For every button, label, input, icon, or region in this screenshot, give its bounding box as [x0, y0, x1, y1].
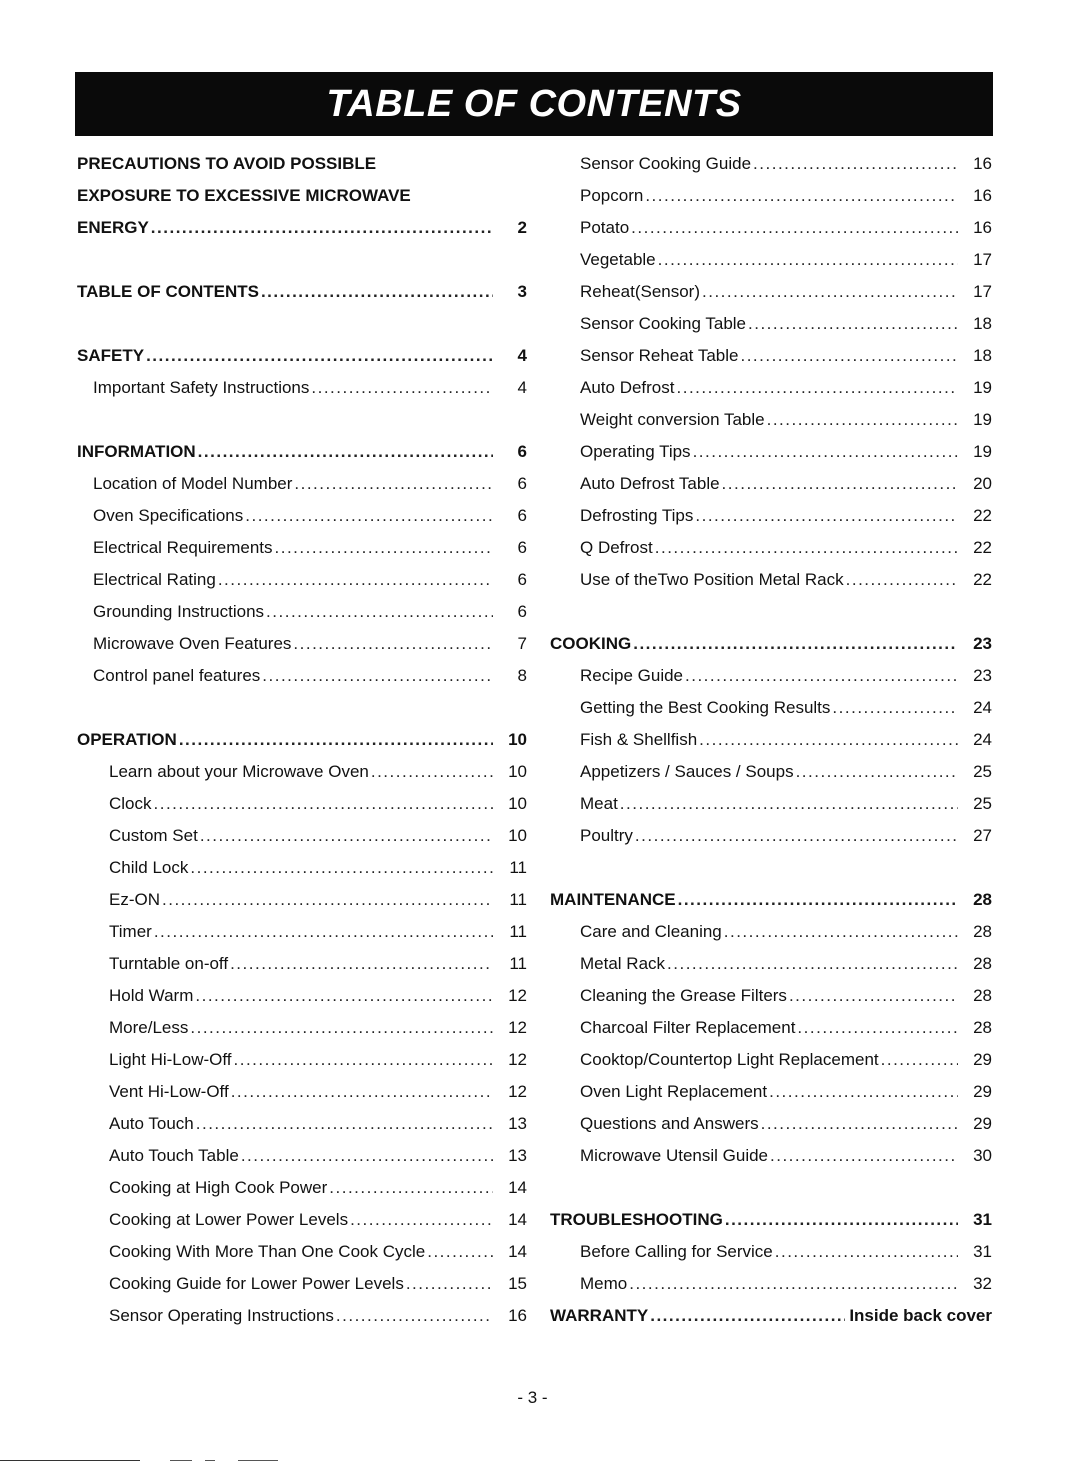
bottom-rule [0, 1460, 140, 1461]
toc-page-number: 28 [973, 954, 992, 973]
toc-entry[interactable] [77, 788, 527, 820]
toc-entry-title: Hold Warm [109, 986, 194, 1005]
toc-entry-title: Cooktop/Countertop Light Replacement [580, 1050, 879, 1069]
toc-leader-dots [620, 788, 958, 820]
toc-page-number: 14 [508, 1178, 527, 1197]
toc-leader-dots [725, 1204, 958, 1236]
toc-entry[interactable] [77, 628, 527, 660]
toc-page-number: 14 [508, 1210, 527, 1229]
toc-entry-title: Vent Hi-Low-Off [109, 1082, 229, 1101]
toc-entry-title: Cooking With More Than One Cook Cycle [109, 1242, 426, 1261]
toc-entry[interactable] [550, 1012, 992, 1044]
toc-entry-title: Weight conversion Table [580, 410, 765, 429]
toc-page-number: 14 [508, 1242, 527, 1261]
toc-leader-dots [753, 148, 958, 180]
toc-page-number: 10 [508, 826, 527, 845]
toc-page-number: 19 [973, 378, 992, 397]
toc-page-number: 6 [517, 570, 527, 589]
toc-entry-title: Defrosting Tips [580, 506, 694, 525]
toc-entry-title: Microwave Oven Features [93, 634, 292, 653]
toc-entry[interactable] [550, 1076, 992, 1108]
toc-entry[interactable] [550, 820, 992, 852]
toc-entry[interactable] [77, 1012, 527, 1044]
toc-section-heading[interactable] [77, 436, 527, 468]
toc-entry[interactable] [77, 532, 527, 564]
toc-leader-dots [350, 1204, 493, 1236]
toc-entry-title: EXPOSURE TO EXCESSIVE MICROWAVE [77, 186, 411, 205]
page-title: TABLE OF CONTENTS [75, 72, 993, 136]
toc-entry-title: Light Hi-Low-Off [109, 1050, 232, 1069]
toc-entry[interactable] [77, 1204, 527, 1236]
toc-page-number: 29 [973, 1114, 992, 1133]
toc-page-number: 7 [517, 634, 527, 653]
toc-entry-title: Auto Touch Table [109, 1146, 239, 1165]
toc-leader-dots [311, 372, 493, 404]
toc-section-heading[interactable] [77, 180, 527, 212]
toc-entry-title: Use of theTwo Position Metal Rack [580, 570, 844, 589]
toc-entry[interactable] [550, 404, 992, 436]
toc-leader-dots [702, 276, 958, 308]
toc-page-number: 11 [509, 922, 527, 941]
toc-entry[interactable] [550, 532, 992, 564]
toc-entry-title: PRECAUTIONS TO AVOID POSSIBLE [77, 154, 377, 173]
toc-page-number: 25 [973, 762, 992, 781]
toc-leader-dots [797, 1012, 958, 1044]
toc-page-number: 29 [973, 1082, 992, 1101]
toc-entry[interactable] [77, 756, 527, 788]
toc-entry-title: Cooking at High Cook Power [109, 1178, 328, 1197]
toc-page-number: 18 [973, 346, 992, 365]
toc-entry[interactable] [77, 948, 527, 980]
toc-page-number: 10 [508, 762, 527, 781]
toc-entry[interactable] [550, 1108, 992, 1140]
toc-page-number: 11 [509, 954, 527, 973]
toc-page-number: 27 [973, 826, 992, 845]
toc-entry[interactable] [77, 468, 527, 500]
toc-leader-dots [724, 916, 958, 948]
toc-leader-dots [241, 1140, 493, 1172]
toc-leader-dots [371, 756, 493, 788]
toc-entry-title: Vegetable [580, 250, 656, 269]
toc-entry-title: Meat [580, 794, 618, 813]
toc-page-number: 15 [508, 1274, 527, 1293]
toc-page-number: 22 [973, 538, 992, 557]
toc-entry-title: Sensor Cooking Table [580, 314, 747, 333]
toc-entry-title: Custom Set [109, 826, 198, 845]
toc-entry[interactable] [550, 372, 992, 404]
toc-entry-title: Care and Cleaning [580, 922, 722, 941]
toc-leader-dots [775, 1236, 958, 1268]
toc-entry-title: Q Defrost [580, 538, 653, 557]
toc-entry-title: Cooking at Lower Power Levels [109, 1210, 349, 1229]
toc-leader-dots [748, 308, 958, 340]
toc-leader-dots [631, 212, 958, 244]
toc-entry-title: Fish & Shellfish [580, 730, 698, 749]
toc-page-number: 12 [508, 986, 527, 1005]
toc-leader-dots [769, 1076, 958, 1108]
toc-leader-dots [667, 948, 958, 980]
toc-leader-dots [722, 468, 958, 500]
toc-page-number: 29 [973, 1050, 992, 1069]
toc-leader-dots [179, 724, 493, 756]
toc-leader-dots [761, 1108, 958, 1140]
toc-page-number: Inside back cover [849, 1306, 992, 1325]
toc-leader-dots [633, 628, 958, 660]
toc-entry[interactable] [77, 1108, 527, 1140]
toc-entry[interactable] [77, 1172, 527, 1204]
toc-leader-dots [677, 372, 959, 404]
toc-leader-dots [196, 1108, 493, 1140]
toc-entry-title: Auto Defrost [580, 378, 675, 397]
toc-section-heading[interactable] [77, 148, 527, 180]
toc-entry-title: Potato [580, 218, 630, 237]
toc-page-number: 4 [517, 346, 527, 365]
toc-leader-dots [406, 1268, 493, 1300]
toc-page-number: 16 [973, 154, 992, 173]
toc-page-number: 3 [517, 282, 527, 301]
toc-section-heading[interactable] [550, 628, 992, 660]
toc-page-number: 23 [973, 666, 992, 685]
toc-entry-title: Sensor Operating Instructions [109, 1306, 334, 1325]
toc-leader-dots [294, 468, 493, 500]
toc-section-heading[interactable] [77, 212, 527, 244]
toc-leader-dots [655, 532, 958, 564]
toc-page-number: 10 [508, 730, 527, 749]
toc-page-number: 4 [517, 378, 527, 397]
toc-leader-dots [195, 980, 493, 1012]
toc-entry[interactable] [550, 276, 992, 308]
toc-entry[interactable] [550, 980, 992, 1012]
toc-entry[interactable] [77, 1044, 527, 1076]
toc-entry-title: Metal Rack [580, 954, 666, 973]
toc-entry[interactable] [77, 852, 527, 884]
toc-page-number: 22 [973, 570, 992, 589]
toc-entry-title: Auto Touch [109, 1114, 194, 1133]
toc-entry-title: WARRANTY [550, 1306, 649, 1325]
toc-leader-dots [162, 884, 493, 916]
toc-leader-dots [200, 820, 493, 852]
toc-leader-dots [154, 788, 493, 820]
toc-leader-dots [740, 340, 958, 372]
toc-page-number: 12 [508, 1082, 527, 1101]
toc-entry-title: Charcoal Filter Replacement [580, 1018, 796, 1037]
toc-entry-title: Important Safety Instructions [93, 378, 310, 397]
toc-leader-dots [658, 244, 958, 276]
toc-entry[interactable] [550, 148, 992, 180]
toc-entry[interactable] [77, 372, 527, 404]
toc-entry-title: Sensor Reheat Table [580, 346, 739, 365]
toc-leader-dots [234, 1044, 493, 1076]
toc-page-number: 16 [508, 1306, 527, 1325]
toc-entry[interactable] [77, 916, 527, 948]
toc-entry-title: Electrical Rating [93, 570, 216, 589]
toc-page-number: 31 [973, 1210, 992, 1229]
toc-entry-title: Getting the Best Cooking Results [580, 698, 831, 717]
toc-section-heading[interactable] [550, 884, 992, 916]
toc-leader-dots [262, 660, 493, 692]
toc-entry-title: Questions and Answers [580, 1114, 759, 1133]
toc-page-number: 19 [973, 410, 992, 429]
toc-entry[interactable] [77, 500, 527, 532]
bottom-mark [205, 1460, 215, 1461]
toc-entry[interactable] [550, 244, 992, 276]
toc-entry-title: Microwave Utensil Guide [580, 1146, 769, 1165]
toc-leader-dots [635, 820, 958, 852]
toc-right-column [550, 148, 992, 1332]
toc-entry-title: Oven Light Replacement [580, 1082, 768, 1101]
toc-entry[interactable] [550, 468, 992, 500]
toc-page-number: 2 [517, 218, 527, 237]
toc-leader-dots [190, 1012, 493, 1044]
toc-leader-dots [336, 1300, 493, 1332]
toc-entry[interactable] [77, 1236, 527, 1268]
toc-entry-title: Popcorn [580, 186, 644, 205]
toc-leader-dots [685, 660, 958, 692]
toc-entry-title: Operating Tips [580, 442, 691, 461]
toc-page-number: 17 [973, 250, 992, 269]
toc-entry[interactable] [550, 692, 992, 724]
toc-leader-dots [789, 980, 958, 1012]
toc-leader-dots [678, 884, 958, 916]
toc-page-number: 6 [517, 506, 527, 525]
toc-page-number: 30 [973, 1146, 992, 1165]
toc-entry-title: Learn about your Microwave Oven [109, 762, 369, 781]
toc-leader-dots [266, 596, 493, 628]
toc-leader-dots [796, 756, 958, 788]
bottom-mark [170, 1460, 192, 1461]
toc-entry[interactable] [77, 1268, 527, 1300]
toc-leader-dots [881, 1044, 958, 1076]
toc-page-number: 28 [973, 986, 992, 1005]
toc-entry-title: INFORMATION [77, 442, 196, 461]
toc-leader-dots [198, 436, 493, 468]
toc-leader-dots [275, 532, 493, 564]
toc-leader-dots [693, 436, 958, 468]
toc-entry-title: Ez-ON [109, 890, 160, 909]
toc-spacer [550, 1172, 992, 1204]
toc-entry[interactable] [550, 1268, 992, 1300]
toc-leader-dots [699, 724, 958, 756]
toc-page-number: 17 [973, 282, 992, 301]
toc-entry[interactable] [77, 596, 527, 628]
toc-leader-dots [230, 948, 493, 980]
toc-spacer [77, 244, 527, 276]
toc-page-number: 6 [517, 538, 527, 557]
toc-entry-title: Appetizers / Sauces / Soups [580, 762, 794, 781]
toc-leader-dots [146, 340, 493, 372]
toc-entry[interactable] [550, 1044, 992, 1076]
toc-entry-title: SAFETY [77, 346, 145, 365]
toc-page-number: 6 [517, 474, 527, 493]
toc-entry[interactable] [550, 916, 992, 948]
toc-page-number: 31 [973, 1242, 992, 1261]
toc-page-number: 25 [973, 794, 992, 813]
toc-page-number: 6 [517, 602, 527, 621]
toc-entry-title: ENERGY [77, 218, 149, 237]
toc-entry-title: Location of Model Number [93, 474, 293, 493]
toc-entry[interactable] [550, 500, 992, 532]
toc-entry[interactable] [550, 180, 992, 212]
toc-entry-title: Grounding Instructions [93, 602, 265, 621]
toc-leader-dots [832, 692, 958, 724]
toc-page-number: 16 [973, 218, 992, 237]
toc-entry-title: MAINTENANCE [550, 890, 676, 909]
toc-page-number: 28 [973, 890, 992, 909]
toc-entry[interactable] [77, 980, 527, 1012]
toc-page-number: 20 [973, 474, 992, 493]
toc-entry[interactable] [77, 820, 527, 852]
toc-spacer [77, 404, 527, 436]
toc-entry[interactable] [550, 340, 992, 372]
toc-section-heading[interactable] [550, 1300, 992, 1332]
toc-page-number: 22 [973, 506, 992, 525]
toc-entry-title: Child Lock [109, 858, 189, 877]
toc-entry-title: Clock [109, 794, 152, 813]
toc-entry[interactable] [550, 788, 992, 820]
toc-page-number: 23 [973, 634, 992, 653]
toc-page-number: 8 [517, 666, 527, 685]
toc-entry[interactable] [77, 660, 527, 692]
toc-page-number: 11 [509, 858, 527, 877]
toc-leader-dots [154, 916, 493, 948]
toc-section-heading[interactable] [77, 276, 527, 308]
toc-spacer [77, 692, 527, 724]
toc-entry-title: Sensor Cooking Guide [580, 154, 752, 173]
toc-entry[interactable] [77, 884, 527, 916]
bottom-mark [238, 1460, 278, 1461]
toc-page-number: 24 [973, 698, 992, 717]
toc-leader-dots [770, 1140, 958, 1172]
toc-leader-dots [846, 564, 958, 596]
toc-entry[interactable] [550, 660, 992, 692]
toc-page-number: 10 [508, 794, 527, 813]
toc-entry[interactable] [550, 756, 992, 788]
toc-entry[interactable] [77, 564, 527, 596]
toc-entry-title: Oven Specifications [93, 506, 244, 525]
toc-entry-title: Reheat(Sensor) [580, 282, 701, 301]
toc-entry-title: TROUBLESHOOTING [550, 1210, 723, 1229]
toc-entry-title: Cooking Guide for Lower Power Levels [109, 1274, 404, 1293]
toc-entry[interactable] [550, 308, 992, 340]
toc-entry-title: Timer [109, 922, 152, 941]
toc-leader-dots [695, 500, 958, 532]
toc-entry-title: Electrical Requirements [93, 538, 273, 557]
toc-leader-dots [190, 852, 493, 884]
toc-leader-dots [151, 212, 493, 244]
toc-entry-title: OPERATION [77, 730, 177, 749]
toc-leader-dots [218, 564, 493, 596]
toc-page-number: 12 [508, 1018, 527, 1037]
toc-leader-dots [329, 1172, 493, 1204]
toc-entry[interactable] [550, 1140, 992, 1172]
toc-leader-dots [427, 1236, 493, 1268]
toc-entry-title: Auto Defrost Table [580, 474, 720, 493]
toc-page-number: 13 [508, 1114, 527, 1133]
toc-section-heading[interactable] [77, 340, 527, 372]
toc-entry-title: Turntable on-off [109, 954, 229, 973]
toc-leader-dots [293, 628, 493, 660]
toc-page-number: 13 [508, 1146, 527, 1165]
toc-page-number: 24 [973, 730, 992, 749]
toc-spacer [550, 596, 992, 628]
toc-page-number: 11 [509, 890, 527, 909]
toc-section-heading[interactable] [77, 724, 527, 756]
toc-leader-dots [245, 500, 493, 532]
toc-entry[interactable] [77, 1076, 527, 1108]
toc-section-heading[interactable] [550, 1204, 992, 1236]
toc-entry-title: COOKING [550, 634, 632, 653]
toc-page-number: 32 [973, 1274, 992, 1293]
toc-entry[interactable] [550, 724, 992, 756]
toc-left-column [77, 148, 527, 1332]
toc-entry[interactable] [550, 436, 992, 468]
toc-entry-title: Poultry [580, 826, 633, 845]
toc-entry[interactable] [550, 564, 992, 596]
toc-entry-title: Recipe Guide [580, 666, 684, 685]
toc-entry[interactable] [550, 212, 992, 244]
toc-leader-dots [231, 1076, 493, 1108]
toc-entry-title: Control panel features [93, 666, 261, 685]
toc-entry-title: TABLE OF CONTENTS [77, 282, 259, 301]
toc-page-number: 18 [973, 314, 992, 333]
toc-spacer [77, 308, 527, 340]
toc-leader-dots [767, 404, 958, 436]
toc-entry-title: More/Less [109, 1018, 189, 1037]
toc-page-number: 16 [973, 186, 992, 205]
toc-page-number: 6 [517, 442, 527, 461]
toc-entry[interactable] [77, 1300, 527, 1332]
toc-leader-dots [261, 276, 493, 308]
toc-leader-dots [645, 180, 958, 212]
toc-entry-title: Memo [580, 1274, 628, 1293]
page-number: - 3 - [517, 1388, 548, 1407]
toc-entry[interactable] [550, 948, 992, 980]
toc-entry[interactable] [550, 1236, 992, 1268]
toc-leader-dots [629, 1268, 958, 1300]
toc-page-number: 28 [973, 1018, 992, 1037]
toc-entry-title: Before Calling for Service [580, 1242, 773, 1261]
toc-page-number: 12 [508, 1050, 527, 1069]
toc-entry-title: Cleaning the Grease Filters [580, 986, 787, 1005]
toc-leader-dots [650, 1300, 845, 1332]
toc-spacer [550, 852, 992, 884]
toc-page-number: 19 [973, 442, 992, 461]
toc-page-number: 28 [973, 922, 992, 941]
toc-entry[interactable] [77, 1140, 527, 1172]
